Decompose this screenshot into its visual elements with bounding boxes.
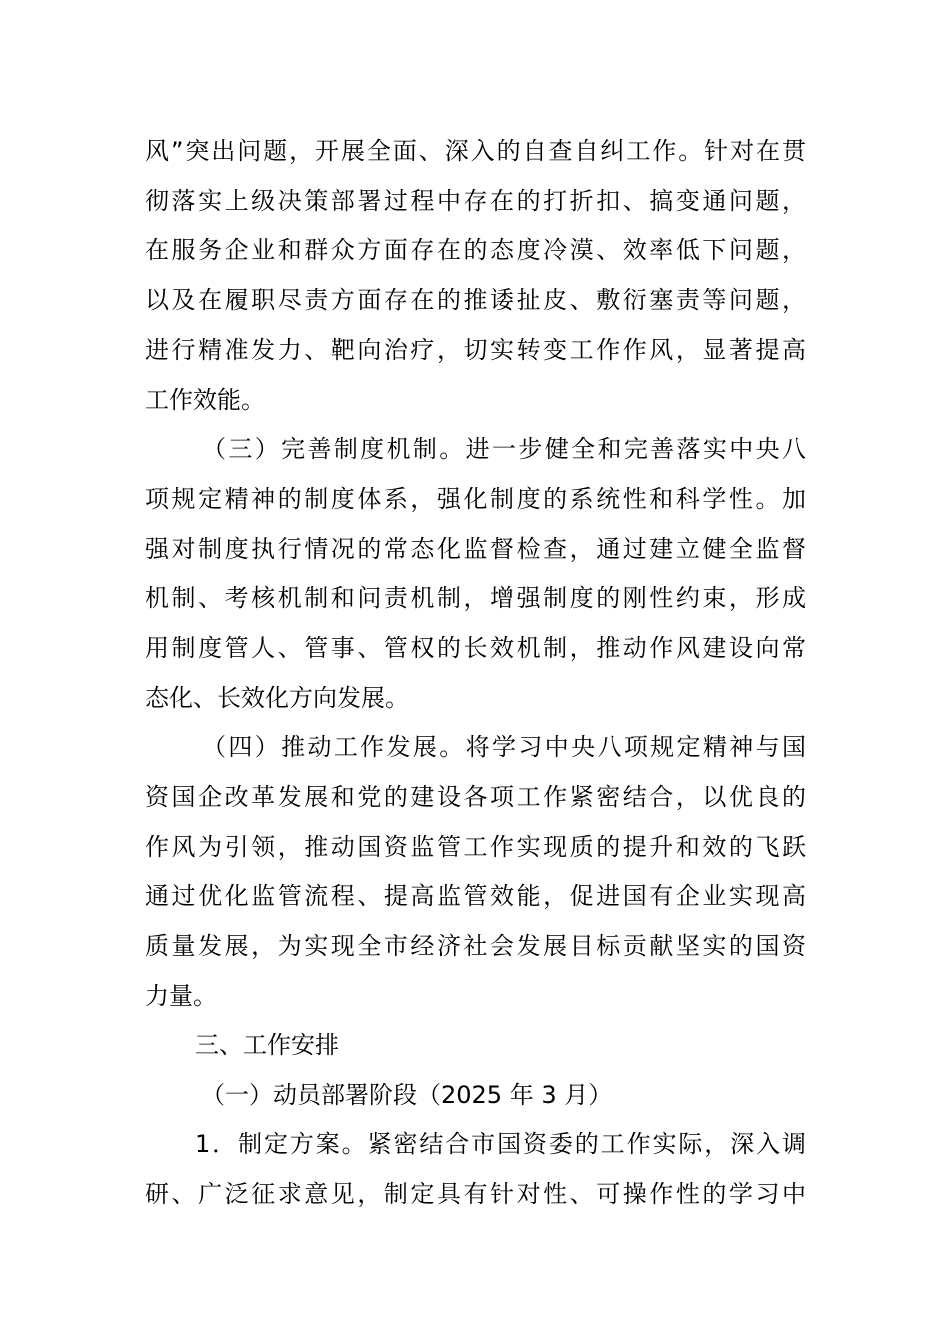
text-line: 机制、考核机制和问责机制，增强制度的刚性约束，形成: [145, 584, 806, 612]
text-line: 进行精准发力、靶向治疗，切实转变工作作风，显著提高: [145, 336, 806, 364]
text-line: 研、广泛征求意见，制定具有针对性、可操作性的学习中: [145, 1180, 806, 1208]
text-line: 作风为引领，推动国资监管工作实现质的提升和效的飞跃: [145, 833, 806, 861]
text-line: 质量发展，为实现全市经济社会发展目标贡献坚实的国资: [145, 932, 806, 960]
text-line: 工作效能。: [145, 386, 265, 414]
text-line: 资国企改革发展和党的建设各项工作紧密结合，以优良的: [145, 783, 806, 811]
text-line: 在服务企业和群众方面存在的态度冷漠、效率低下问题，: [145, 236, 806, 264]
section-heading: 三、工作安排: [195, 1031, 339, 1059]
paragraph-heading-4: （四）推动工作发展。将学习中央八项规定精神与国: [202, 733, 806, 761]
subsection-heading: （一）动员部署阶段（2025 年 3 月）: [201, 1081, 613, 1109]
text-line: 用制度管人、管事、管权的长效机制，推动作风建设向常: [145, 634, 806, 662]
text-line: 态化、长效化方向发展。: [145, 684, 409, 712]
text-line: 彻落实上级决策部署过程中存在的打折扣、搞变通问题，: [145, 187, 806, 215]
text-line: 通过优化监管流程、提高监管效能，促进国有企业实现高: [145, 882, 806, 910]
text-line: 以及在履职尽责方面存在的推诿扯皮、敷衍塞责等问题，: [145, 286, 806, 314]
text-line: 强对制度执行情况的常态化监督检查，通过建立健全监督: [145, 535, 806, 563]
text-line: 力量。: [145, 982, 217, 1010]
text-line: 风”突出问题，开展全面、深入的自查自纠工作。针对在贯: [145, 137, 806, 165]
paragraph-heading-3: （三）完善制度机制。进一步健全和完善落实中央八: [202, 435, 806, 463]
text-line: 1．制定方案。紧密结合市国资委的工作实际，深入调: [195, 1130, 806, 1158]
text-line: 项规定精神的制度体系，强化制度的系统性和科学性。加: [145, 485, 806, 513]
